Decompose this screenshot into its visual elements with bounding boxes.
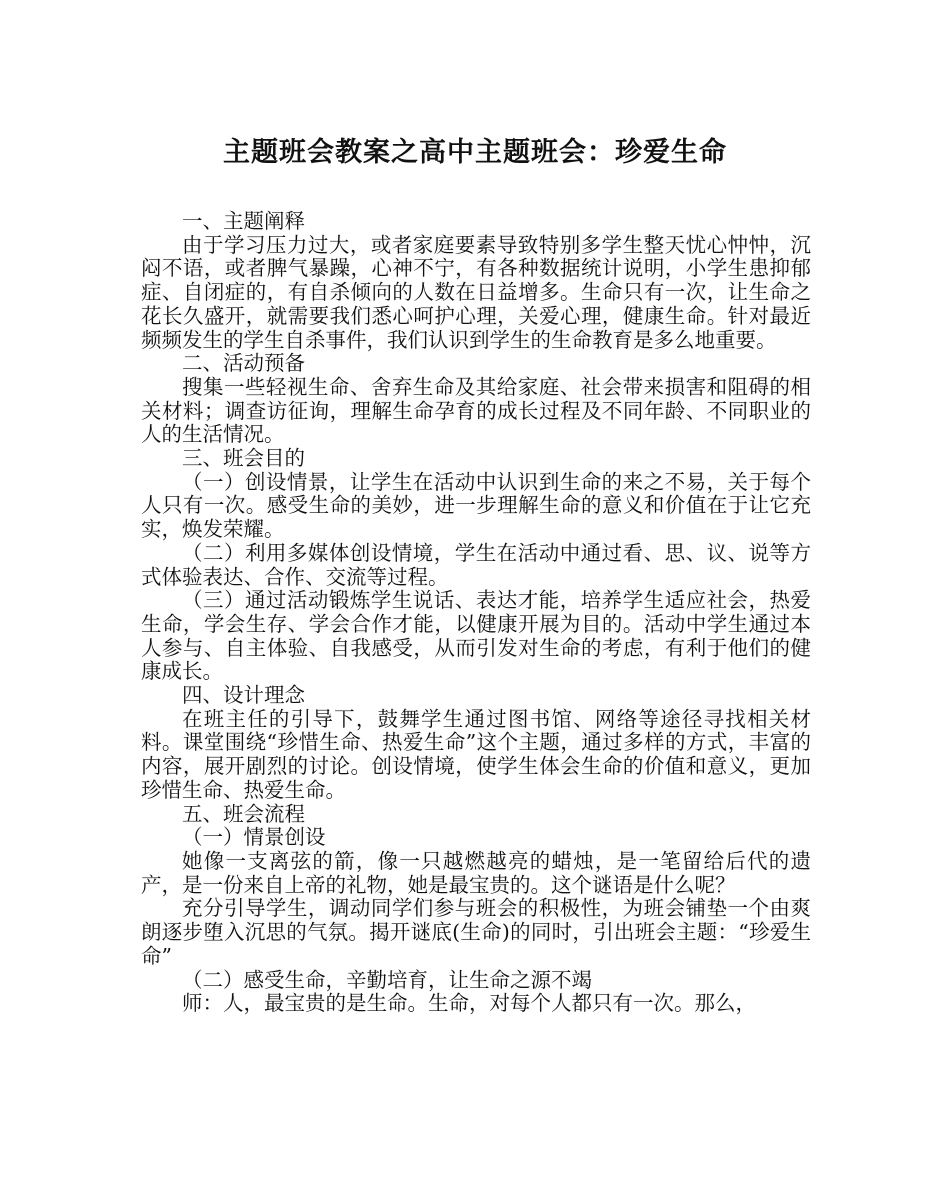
- section-heading-1: 一、主题阐释: [182, 209, 305, 233]
- body-paragraph: 师：人，最宝贵的是生命。生命，对每个人都只有一次。那么，: [182, 991, 756, 1016]
- body-paragraph: 搜集一些轻视生命、舍弃生命及其给家庭、社会带来损害和阻碍的相关材料；调查访征询，理解生命孕育的成长过程及不同年龄、不同职业的人的生活情况。: [141, 374, 811, 447]
- body-paragraph: 在班主任的引导下，鼓舞学生通过图书馆、网络等途径寻找相关材料。课堂围绕“珍惜生命、热爱生命”这个主题，通过多样的方式，丰富的内容，展开剧烈的讨论。创设情境，使学生体会生命的价值和意义，更加珍惜生命、热爱生命。: [141, 706, 811, 802]
- subsection-heading: （二）感受生命，辛勤培育，让生命之源不竭: [182, 967, 592, 992]
- section-heading-2: 二、活动预备: [182, 351, 305, 376]
- section-heading-4: 四、设计理念: [182, 683, 305, 708]
- section-heading-5: 五、班会流程: [182, 801, 305, 826]
- body-paragraph: （一）创设情景，让学生在活动中认识到生命的来之不易，关于每个人只有一次。感受生命的美妙，进一步理解生命的意义和价值在于让它充实，焕发荣耀。: [141, 469, 811, 542]
- body-paragraph: （二）利用多媒体创设情境，学生在活动中通过看、思、议、说等方式体验表达、合作、交流等过程。: [141, 540, 811, 589]
- document-title: 主题班会教案之高中主题班会：珍爱生命: [223, 137, 727, 168]
- body-paragraph: 她像一支离弦的箭，像一只越燃越亮的蜡烛，是一笔留给后代的遗产，是一份来自上帝的礼物，她是最宝贵的。这个谜语是什么呢？: [141, 848, 811, 897]
- document-body: [141, 210, 811, 1016]
- section-heading-3: 三、班会目的: [182, 446, 305, 471]
- body-paragraph: 充分引导学生，调动同学们参与班会的积极性，为班会铺垫一个由爽朗逐步堕入沉思的气氛。揭开谜底(生命)的同时，引出班会主题：“珍爱生命”: [141, 896, 811, 968]
- body-paragraph: （三）通过活动锻炼学生说话、表达才能，培养学生适应社会，热爱生命，学会生存、学会合作才能，以健康开展为目的。活动中学生通过本人参与、自主体验、自我感受，从而引发对生命的考虑，有利于他们的健康成长。: [141, 588, 811, 684]
- subsection-heading: （一）情景创设: [182, 825, 326, 850]
- body-paragraph: 由于学习压力过大，或者家庭要素导致特别多学生整天忧心忡忡，沉闷不语，或者脾气暴躁，心神不宁，有各种数据统计说明，小学生患抑郁症、自闭症的，有自杀倾向的人数在日益增多。生命只有一次，让生命之花长久盛开，就需要我们悉心呵护心理，关爱心理，健康生命。针对最近频频发生的学生自杀事件，我们认识到学生的生命教育是多么地重要。: [141, 232, 811, 352]
